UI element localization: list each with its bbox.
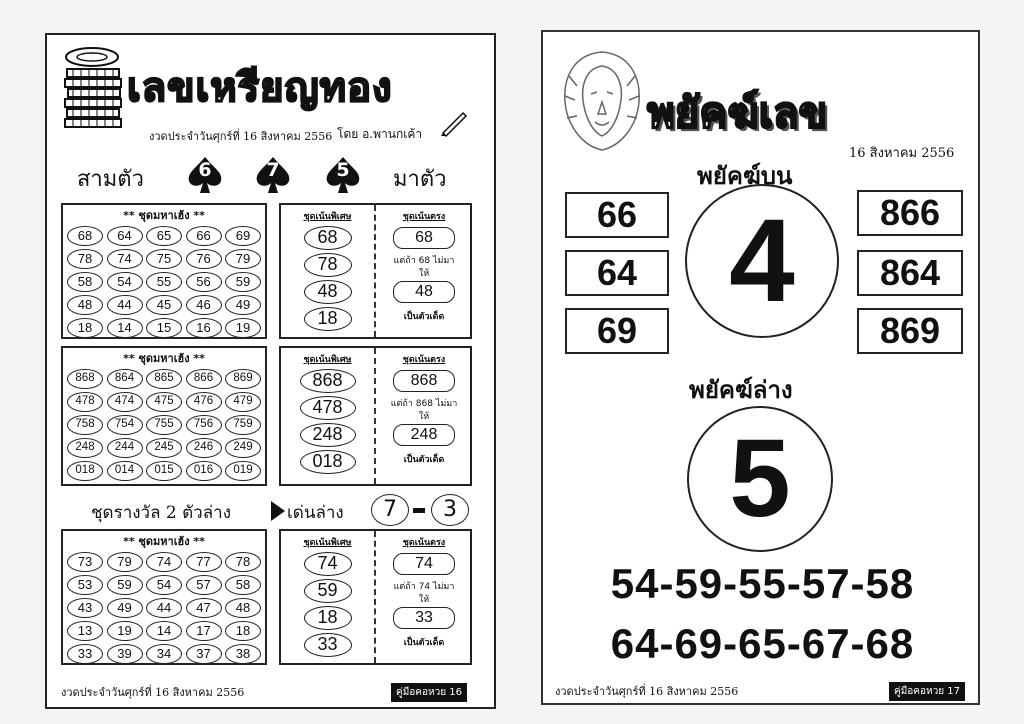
grid-row <box>67 392 261 412</box>
prize-row <box>47 491 496 531</box>
grid-cell: 64 <box>107 226 143 246</box>
grid-cell: 58 <box>67 272 103 292</box>
special-value: 248 <box>300 423 356 447</box>
spade-digit <box>253 155 293 195</box>
come-label: มาตัว <box>393 167 447 192</box>
upper-right-number: 869 <box>857 308 963 354</box>
upper-left-number: 64 <box>565 250 669 296</box>
grid-row <box>67 318 261 338</box>
grid-cell: 78 <box>67 249 103 269</box>
grid-cell: 34 <box>146 644 182 664</box>
special-value: 868 <box>300 369 356 393</box>
grid-cell: 758 <box>67 415 103 435</box>
direct-value: 868 <box>393 370 455 392</box>
grid-cell: 45 <box>146 295 182 315</box>
grid-cell: 68 <box>67 226 103 246</box>
grid-row <box>67 249 261 269</box>
grid-cell: 58 <box>225 575 261 595</box>
grid-row <box>67 272 261 292</box>
grid-cell: 66 <box>186 226 222 246</box>
grid-row <box>67 598 261 618</box>
direct-note: ให้ <box>418 595 430 605</box>
grid-cell: 55 <box>146 272 182 292</box>
right-page <box>541 30 980 705</box>
grid-cell: 53 <box>67 575 103 595</box>
grid-cell: 65 <box>146 226 182 246</box>
left-page-subtitle: งวดประจำวันศุกร์ที่ 16 สิงหาคม 2556 <box>149 130 333 143</box>
lower-digit: 7 <box>371 494 409 526</box>
direct-value: 68 <box>393 227 455 249</box>
grid-cell: 756 <box>186 415 222 435</box>
special-header: ชุดเน้นพิเศษ <box>303 538 352 548</box>
direct-footer: เป็นตัวเด็ด <box>403 455 445 465</box>
grid-cell: 19 <box>225 318 261 338</box>
grid-cell: 59 <box>225 272 261 292</box>
grid-cell: 79 <box>107 552 143 572</box>
special-value: 74 <box>304 552 352 576</box>
grid-cell: 244 <box>107 438 143 458</box>
direct-alt-value: 48 <box>393 281 455 303</box>
grid-cell: 73 <box>67 552 103 572</box>
upper-heading: พยัคฆ์บน <box>697 161 793 190</box>
grid-cell: 77 <box>186 552 222 572</box>
coin-stack-icon <box>59 43 129 139</box>
grid-cell: 78 <box>225 552 261 572</box>
page-tag: คู่มือคอหวย 17 <box>889 682 965 701</box>
grid-cell: 248 <box>67 438 103 458</box>
grid-cell: 56 <box>186 272 222 292</box>
upper-right-number: 864 <box>857 250 963 296</box>
spade-digit <box>323 155 363 195</box>
direct-header: ชุดเน้นตรง <box>402 212 446 222</box>
grid-cell: 13 <box>67 621 103 641</box>
grid-cell: 245 <box>146 438 182 458</box>
grid-cell: 869 <box>225 369 261 389</box>
grid-cell: 18 <box>225 621 261 641</box>
pencil-icon <box>439 107 469 137</box>
grid-cell: 43 <box>67 598 103 618</box>
grid-cell: 49 <box>107 598 143 618</box>
grid-row <box>67 369 261 389</box>
direct-note: แต่ถ้า 68 ไม่มา <box>393 256 455 266</box>
grid-cell: 865 <box>146 369 182 389</box>
grid-row <box>67 575 261 595</box>
grid-cell: 44 <box>146 598 182 618</box>
grid-cell: 868 <box>67 369 103 389</box>
grid-row <box>67 226 261 246</box>
grid-cell: 246 <box>186 438 222 458</box>
grid-header: ** ชุดมหาเฮ้ง ** <box>123 209 205 222</box>
direct-footer: เป็นตัวเด็ด <box>403 312 445 322</box>
grid-cell: 16 <box>186 318 222 338</box>
grid-cell: 74 <box>107 249 143 269</box>
grid-cell: 74 <box>146 552 182 572</box>
grid-header: ** ชุดมหาเฮ้ง ** <box>123 352 205 365</box>
number-grid <box>61 346 267 486</box>
grid-cell: 478 <box>67 392 103 412</box>
special-value: 78 <box>304 253 352 277</box>
direct-footer: เป็นตัวเด็ด <box>403 638 445 648</box>
grid-cell: 39 <box>107 644 143 664</box>
spade-digit-value: 5 <box>336 159 350 181</box>
three-digits-label: สามตัว <box>77 167 144 192</box>
grid-row <box>67 415 261 435</box>
grid-cell: 59 <box>107 575 143 595</box>
grid-row <box>67 621 261 641</box>
special-value: 48 <box>304 280 352 304</box>
special-value: 018 <box>300 450 356 474</box>
grid-row <box>67 552 261 572</box>
grid-cell: 48 <box>225 598 261 618</box>
left-footer: งวดประจำวันศุกร์ที่ 16 สิงหาคม 2556 <box>61 686 245 699</box>
direct-column <box>378 205 470 337</box>
grid-cell: 54 <box>146 575 182 595</box>
grid-cell: 018 <box>67 461 103 481</box>
grid-cell: 15 <box>146 318 182 338</box>
upper-digit-circle: 4 <box>685 184 839 338</box>
grid-cell: 46 <box>186 295 222 315</box>
direct-alt-value: 248 <box>393 424 455 446</box>
lower-label: เด่นล่าง <box>287 503 344 523</box>
grid-cell: 474 <box>107 392 143 412</box>
grid-row <box>67 461 261 481</box>
grid-cell: 79 <box>225 249 261 269</box>
grid-cell: 015 <box>146 461 182 481</box>
direct-note: ให้ <box>418 412 430 422</box>
arrow-right-icon <box>271 501 285 521</box>
grid-cell: 19 <box>107 621 143 641</box>
number-grid <box>61 529 267 665</box>
lower-digit: 3 <box>431 494 469 526</box>
direct-column <box>378 531 470 663</box>
grid-cell: 475 <box>146 392 182 412</box>
grid-cell: 47 <box>186 598 222 618</box>
special-value: 68 <box>304 226 352 250</box>
grid-cell: 69 <box>225 226 261 246</box>
author-label: โดย อ.พานกเค้า <box>337 127 423 141</box>
grid-cell: 75 <box>146 249 182 269</box>
highlight-box <box>279 346 472 486</box>
grid-cell: 014 <box>107 461 143 481</box>
special-column <box>281 531 376 663</box>
special-value: 59 <box>304 579 352 603</box>
grid-cell: 76 <box>186 249 222 269</box>
grid-cell: 17 <box>186 621 222 641</box>
grid-cell: 476 <box>186 392 222 412</box>
grid-cell: 48 <box>67 295 103 315</box>
special-value: 478 <box>300 396 356 420</box>
dash-divider <box>413 508 425 513</box>
highlight-box <box>279 529 472 665</box>
special-column <box>281 205 376 337</box>
grid-cell: 54 <box>107 272 143 292</box>
grid-cell: 759 <box>225 415 261 435</box>
grid-cell: 18 <box>67 318 103 338</box>
special-header: ชุดเน้นพิเศษ <box>303 212 352 222</box>
highlight-box <box>279 203 472 339</box>
left-page <box>45 33 496 709</box>
grid-cell: 44 <box>107 295 143 315</box>
direct-note: ให้ <box>418 269 430 279</box>
grid-cell: 016 <box>186 461 222 481</box>
direct-alt-value: 33 <box>393 607 455 629</box>
lower-heading: พยัคฆ์ล่าง <box>689 375 793 404</box>
grid-cell: 14 <box>146 621 182 641</box>
number-line: 64-69-65-67-68 <box>610 620 915 667</box>
special-value: 33 <box>304 633 352 657</box>
grid-cell: 754 <box>107 415 143 435</box>
direct-note: แต่ถ้า 868 ไม่มา <box>390 399 458 409</box>
grid-cell: 864 <box>107 369 143 389</box>
grid-cell: 249 <box>225 438 261 458</box>
grid-cell: 38 <box>225 644 261 664</box>
grid-header: ** ชุดมหาเฮ้ง ** <box>123 535 205 548</box>
lion-icon <box>555 46 650 156</box>
upper-right-number: 866 <box>857 190 963 236</box>
number-line: 54-59-55-57-58 <box>610 560 915 607</box>
three-digit-row <box>47 155 496 195</box>
left-page-title: เลขเหรียญทอง <box>127 64 393 111</box>
direct-header: ชุดเน้นตรง <box>402 538 446 548</box>
grid-cell: 49 <box>225 295 261 315</box>
grid-row <box>67 438 261 458</box>
spade-digit-value: 7 <box>266 159 280 181</box>
grid-row <box>67 644 261 664</box>
grid-cell: 479 <box>225 392 261 412</box>
special-value: 18 <box>304 606 352 630</box>
upper-left-number: 66 <box>565 192 669 238</box>
direct-value: 74 <box>393 553 455 575</box>
special-header: ชุดเน้นพิเศษ <box>303 355 352 365</box>
special-column <box>281 348 376 484</box>
page-tag: คู่มือคอหวย 16 <box>391 683 467 702</box>
direct-column <box>378 348 470 484</box>
special-value: 18 <box>304 307 352 331</box>
right-page-title: พยัคฆ์เลข <box>647 88 828 137</box>
direct-header: ชุดเน้นตรง <box>402 355 446 365</box>
grid-cell: 14 <box>107 318 143 338</box>
grid-cell: 866 <box>186 369 222 389</box>
right-footer: งวดประจำวันศุกร์ที่ 16 สิงหาคม 2556 <box>555 685 739 698</box>
number-grid <box>61 203 267 339</box>
lower-digit-circle: 5 <box>687 406 833 552</box>
prize-label: ชุดรางวัล 2 ตัวล่าง <box>91 503 231 523</box>
grid-cell: 755 <box>146 415 182 435</box>
direct-note: แต่ถ้า 74 ไม่มา <box>393 582 455 592</box>
grid-row <box>67 295 261 315</box>
grid-cell: 57 <box>186 575 222 595</box>
right-page-date: 16 สิงหาคม 2556 <box>849 146 955 161</box>
spade-digit-value: 6 <box>198 159 212 181</box>
grid-cell: 37 <box>186 644 222 664</box>
upper-left-number: 69 <box>565 308 669 354</box>
grid-cell: 019 <box>225 461 261 481</box>
grid-cell: 33 <box>67 644 103 664</box>
spade-digit <box>185 155 225 195</box>
